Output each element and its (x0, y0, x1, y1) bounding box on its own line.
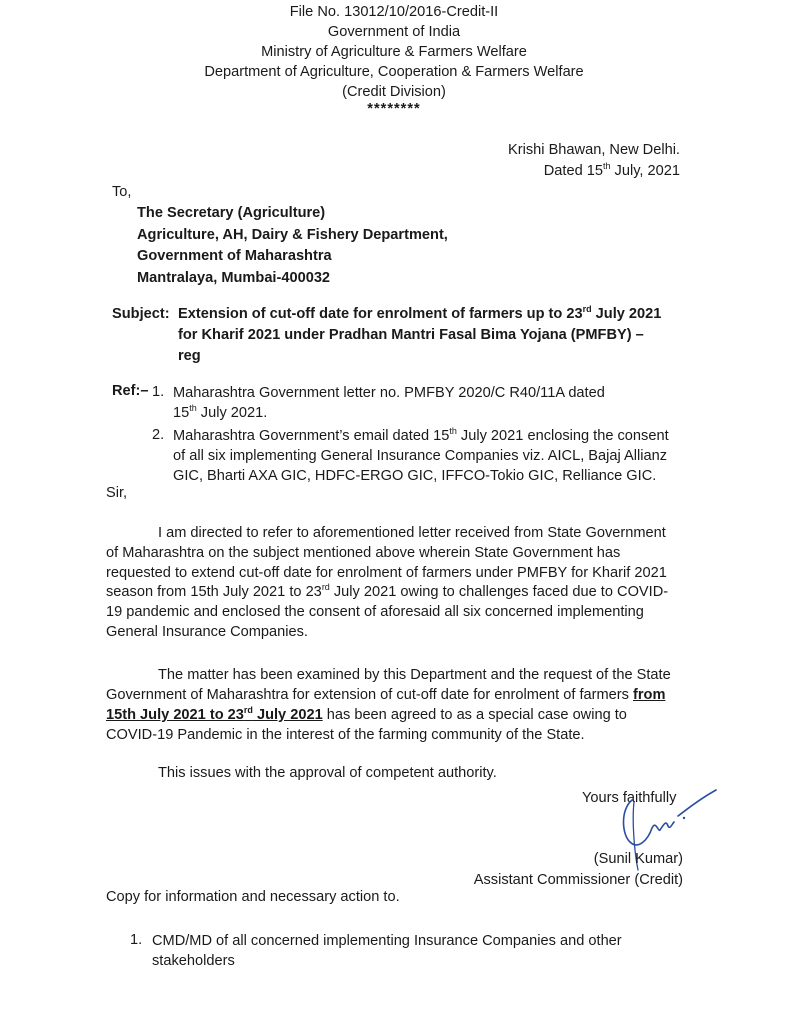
ref-item-line: Maharashtra Government’s email dated 15th July 2021 enclosing the consent (173, 426, 669, 444)
copy-item (152, 931, 692, 971)
signatory-name: (Sunil Kumar) (593, 851, 683, 867)
department-name: Department of Agriculture, Cooperation & Farmers Welfare (204, 64, 584, 80)
subject-text (178, 304, 678, 367)
ref-item-2 (173, 426, 683, 486)
copy-item-number: 1. (130, 932, 143, 948)
ref-item-line: Maharashtra Government letter no. PMFBY 2020/C R40/11A dated (173, 385, 605, 401)
ref-item-1 (173, 383, 678, 423)
letter-date: Dated 15th July, 2021 (543, 161, 680, 179)
signatory-title: Assistant Commissioner (Credit) (473, 872, 683, 888)
file-number: File No. 13012/10/2016-Credit-II (289, 4, 499, 20)
ref-item-line: 15th July 2021. (173, 403, 268, 421)
government-name: Government of India (327, 24, 461, 40)
place-date-block (508, 140, 680, 182)
ref-item-line: of all six implementing General Insurance Companies viz. AICL, Bajaj Allianz (173, 448, 667, 464)
paragraph-line: 15th July 2021 to 23rd July 2021 has been agreed to as a special case owing to (106, 705, 627, 723)
addressee-line: Mantralaya, Mumbai-400032 (137, 269, 331, 286)
paragraph-line: 19 pandemic and enclosed the consent of aforesaid all six concerned implementing (106, 604, 644, 621)
addressee-line: The Secretary (Agriculture) (137, 205, 326, 221)
subject-line: reg (178, 348, 201, 364)
copy-item-line: CMD/MD of all concerned implementing Insurance Companies and other (152, 933, 622, 949)
ministry-name: Ministry of Agriculture & Farmers Welfare (261, 44, 527, 60)
paragraph-3: This issues with the approval of competent authority. (158, 765, 497, 781)
ref-item-line: GIC, Bharti AXA GIC, HDFC-ERGO GIC, IFFCO-Tokio GIC, Relliance GIC. (173, 468, 657, 484)
to-label: To, (112, 184, 132, 200)
salutation: Sir, (106, 485, 128, 501)
addressee-line: Government of Maharashtra (137, 248, 332, 264)
subject-label: Subject: (112, 306, 170, 322)
letter-header (0, 2, 788, 116)
subject-line: Extension of cut-off date for enrolment of farmers up to 23rd July 2021 (178, 304, 662, 322)
copy-item-line: stakeholders (152, 953, 235, 969)
paragraph-line: The matter has been examined by this Department and the request of the State (158, 667, 671, 683)
paragraph-line: season from 15th July 2021 to 23rd July 2021 owing to challenges faced due to COVID- (106, 582, 669, 601)
place: Krishi Bhawan, New Delhi. (508, 142, 680, 158)
addressee-block (137, 203, 448, 289)
ref-item-number: 1. (152, 384, 165, 400)
ref-item-number: 2. (152, 427, 165, 443)
paragraph-line: I am directed to refer to aforementioned letter received from State Government (158, 525, 666, 541)
division-name: (Credit Division) (342, 84, 446, 100)
copy-to-line: Copy for information and necessary action to. (106, 889, 400, 905)
addressee-line: Agriculture, AH, Dairy & Fishery Department, (137, 226, 448, 243)
separator-stars: ******** (367, 101, 421, 117)
closing: Yours faithfully (582, 790, 677, 806)
paragraph-line: General Insurance Companies. (106, 623, 308, 640)
paragraph-1 (106, 524, 686, 643)
signatory-block (474, 849, 683, 891)
paragraph-line: Government of Maharashtra for extension of cut-off date for enrolment of farmers from (106, 687, 666, 703)
ref-label: Ref:– (112, 383, 149, 399)
paragraph-line: of Maharashtra on the subject mentioned above wherein State Government has (106, 544, 621, 561)
paragraph-line: COVID-19 Pandemic in the interest of the farming community of the State. (106, 727, 585, 743)
subject-line: for Kharif 2021 under Pradhan Mantri Fasal Bima Yojana (PMFBY) – (178, 327, 644, 343)
paragraph-line: requested to extend cut-off date for enrolment of farmers under PMFBY for Kharif 2021 (106, 564, 667, 581)
paragraph-2 (106, 665, 686, 745)
